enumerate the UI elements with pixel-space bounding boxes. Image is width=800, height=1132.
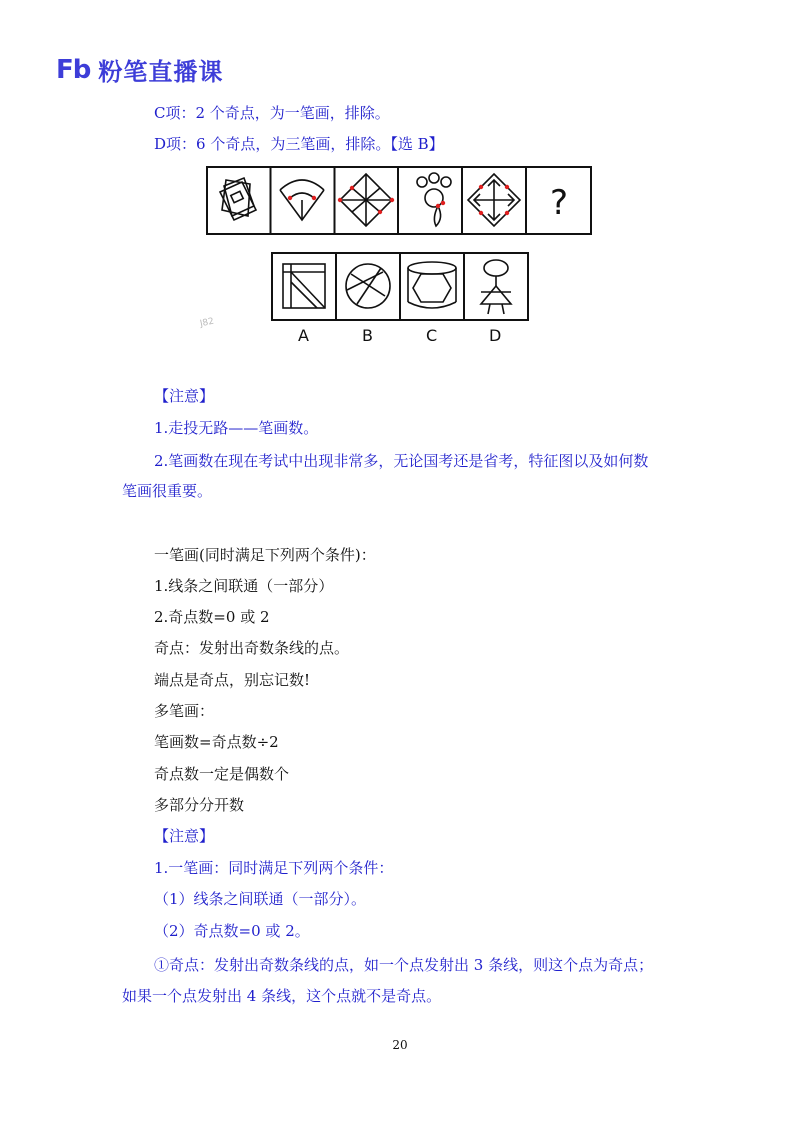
note2-p4b: 如果一个点发射出 4 条线，这个点就不是奇点。	[122, 987, 442, 1005]
rule-6: 多笔画：	[154, 702, 215, 720]
rule-9: 多部分分开数	[154, 796, 245, 814]
brand-logo	[56, 52, 223, 87]
rule-7: 笔画数=奇点数÷2	[154, 733, 279, 751]
options-figure-row	[271, 252, 529, 322]
watermark: J82	[199, 316, 215, 330]
answer-c: C项：2 个奇点，为一笔画，排除。	[154, 104, 390, 122]
option-c-figure	[408, 262, 456, 308]
question-mark: ?	[549, 183, 569, 223]
figure-3-diamond	[340, 174, 392, 226]
rule-5: 端点是奇点，别忘记数!	[154, 671, 311, 689]
page-number: 20	[392, 1038, 408, 1052]
rule-1: 一笔画(同时满足下列两个条件)：	[154, 546, 376, 564]
figure-1-stacked-squares	[220, 178, 256, 220]
option-b-figure	[346, 264, 390, 308]
rule-2: 1.线条之间联通（一部分）	[154, 577, 334, 595]
note1-title: 【注意】	[154, 387, 215, 405]
note2-p1: 1.一笔画：同时满足下列两个条件：	[154, 859, 394, 877]
note2-title: 【注意】	[154, 827, 215, 845]
figure-2-fan	[280, 180, 324, 220]
option-label-a: A	[298, 326, 309, 345]
rule-8: 奇点数一定是偶数个	[154, 765, 290, 783]
option-label-c: C	[426, 326, 438, 345]
note1-p2a: 2.笔画数在现在考试中出现非常多，无论国考还是省考，特征图以及如何数	[154, 452, 649, 470]
question-figure-row	[206, 166, 592, 236]
answer-d: D项：6 个奇点，为三笔画，排除。【选 B】	[154, 135, 444, 153]
note2-p4a: ①奇点：发射出奇数条线的点，如一个点发射出 3 条线，则这个点为奇点；	[154, 956, 654, 974]
figure-4-paw	[417, 173, 451, 226]
logo-text: 粉笔直播课	[98, 58, 224, 86]
option-label-b: B	[362, 326, 373, 345]
note2-p3: （2）奇点数=0 或 2。	[154, 922, 310, 940]
option-label-d: D	[489, 326, 502, 345]
note1-p2b: 笔画很重要。	[122, 482, 213, 500]
option-a-figure	[283, 264, 325, 308]
note1-p1: 1.走投无路——笔画数。	[154, 419, 319, 437]
note2-p2: （1）线条之间联通（一部分）。	[154, 890, 367, 908]
rule-4: 奇点：发射出奇数条线的点。	[154, 639, 350, 657]
option-d-figure	[481, 260, 511, 314]
figure-5-cross-diamond	[468, 174, 520, 226]
logo-mark: Fb	[56, 54, 91, 85]
rule-3: 2.奇点数=0 或 2	[154, 608, 270, 626]
